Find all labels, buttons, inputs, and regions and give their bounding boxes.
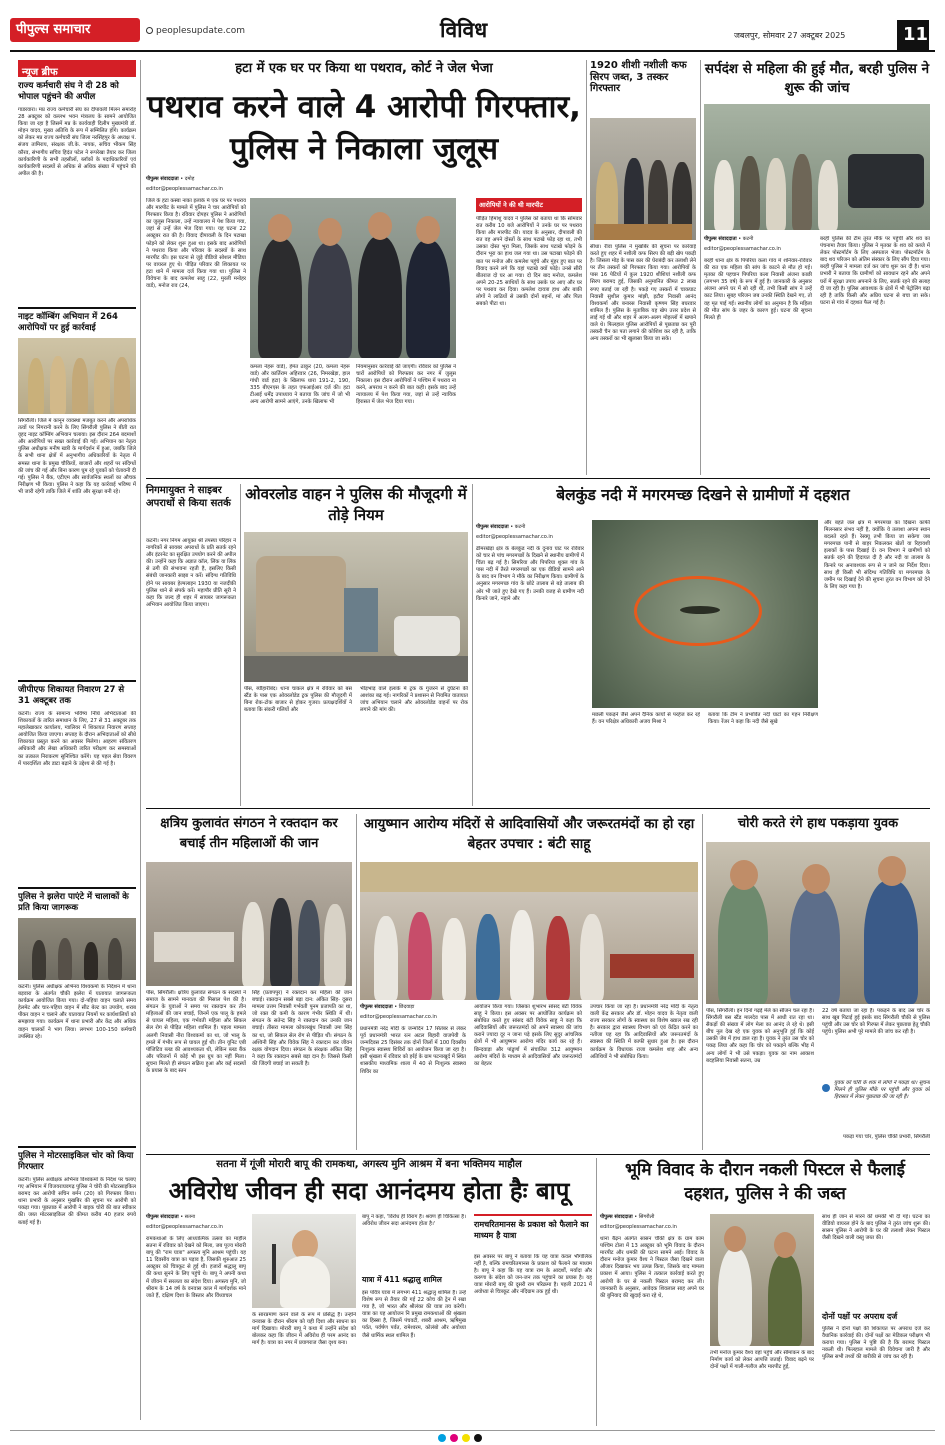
pistol-headline: भूमि विवाद के दौरान नकली पिस्टल से फैलाई दहशत, पुलिस ने की जब्त xyxy=(624,1160,906,1204)
brief-item-5-body: कटनी। पुलिस अधीक्षक अभिनव विश्वकर्मा के निर्देश पर चलाए गए अभियान में विजयराघवगढ़ पुलिस ने चोरी की मोटरसाइकिल बरामद कर आरोपी सचिन बर्मन (20) को गिरफ्तार किया। थाना प्रभारी के अनुसार मुखबिर की सूचना पर आरोपी को पकड़ा गया। पूछताछ में आरोपी ने बाइक चोरी की बात स्वीकार की। जब्त मोटरसाइकिल की कीमत करीब 40 हजार रुपये बताई गई है। xyxy=(18,1177,136,1226)
section-title: विविध xyxy=(440,18,488,42)
attendee-figure xyxy=(476,914,500,1000)
donor-figure xyxy=(298,900,320,986)
ayush-headline: आयुष्मान आरोग्य मंदिरों से आदिवासियों और जरूरतमंदों का हो रहा बेहतर उपचार : बंटी साहू xyxy=(363,816,695,852)
people-figure xyxy=(108,938,122,980)
collector-body: कटनी। नगर निगम आयुक्त श्री तपस्या परिहार ने नागरिकों से सायबर अपराधों के प्रति सतर्क रहने और इंटरनेट का सुरक्षित उपयोग करने की अपील की। उन्होंने कहा कि अज्ञात कॉल, लिंक या लिंक से ठगी की संभावना रहती है, इसलिए किसी संबंधी जानकारी साझा न करें। संदिग्ध गतिविधि होने पर सायबर हेल्पलाइन 1930 या नजदीकी पुलिस थाने से संपर्क करें। महापौर प्रीति सूरी ने कहा कि जल्द ही शहर में सायबर जागरूकता अभियान आयोजित किया जाएगा। xyxy=(146,538,236,608)
truck-cabin xyxy=(344,588,378,652)
accused-figure xyxy=(308,242,352,358)
blood-col-2: सिंह (प्रतापपुर) ने रक्तदान कर महिला की जान बचाई। रक्तदान सबसे बड़ा दान: अंकित सिंह- दूसरा मामला उत्तम निवासी गर्भवती पूनम प्रजापति का था, जो रक्त की कमी के कारण गंभीर स्थिति में थीं। संगठन के सतेन्द्र सिंह ने रक्तदान कर उनकी जान बचाई। तीसरा मामला कोयलखुंथ निवासी उमा सिंह का था, जो सिकल सेल रोग से पीड़ित थीं। संगठन के अश्विनी सिंह और विवेक सिंह ने रक्तदान कर जीवन रक्षक योगदान दिया। संगठन के संरक्षक अंकित सिंह ने कहा कि रक्तदान सबसे बड़ा दान है। जिससे किसी की जिंदगी बचाई जा सकती है। xyxy=(252,990,352,1067)
traffic-awareness-photo xyxy=(18,918,136,980)
section-divider xyxy=(146,808,930,809)
section-divider xyxy=(146,478,930,479)
brief-item-3 xyxy=(18,680,136,881)
man-head xyxy=(724,1226,746,1252)
vehicle-shape xyxy=(848,154,924,208)
hospital-bed xyxy=(154,932,234,962)
lead-col-3: नियमानुसार कार्रवाई की जाएगी। रविवार को पुलिस ने चारों आरोपियों को गिरफ्तार कर नगर में जुलूस निकाला। इस दौरान आरोपियों ने पश्चिम में पथराव ना करने, अपराध न करने की बात कही। इसके बाद उन्हें न्यायालय में पेश किया गया, जहां से उन्हें न्यायिक हिरासत में जेल भेज दिया गया। xyxy=(356,364,456,406)
crowd-head xyxy=(878,856,906,886)
column-divider xyxy=(356,814,357,1150)
thief-figure xyxy=(790,888,840,1004)
croc-credit-name: पीपुल्स संवाददाता xyxy=(476,524,509,530)
health-camp-photo xyxy=(360,862,698,1000)
people-figure xyxy=(84,942,98,980)
croc-col-2: मछली पकड़ने जैसे अपने दैनिक कार्यों से परहेज कर रहे हैं। वन परिक्षेत्र अधिकारी अजय मिश्रा ने xyxy=(592,712,700,726)
column-divider xyxy=(586,60,587,475)
donor-figure xyxy=(324,904,346,986)
accused-figure xyxy=(258,238,302,358)
lead-credit-place: दमोह xyxy=(184,176,195,182)
news-brief-label xyxy=(18,60,136,77)
thief-photo-credit: पकड़ा गया चोर, पुलिस चौकी प्रभारी, सिंगरौली xyxy=(842,1134,930,1140)
dispute-photo xyxy=(710,1214,814,1346)
snake-headline: सर्पदंश से महिला की हुई मौत, बरही पुलिस ने शुरू की जांच xyxy=(704,61,930,96)
lead-col-1: जिले के हटा कस्बा नाका इलाके में एक घर पर पथराव और मारपीट के मामले में पुलिस ने चार आरोपियों को गिरफ्तार किया है। रविवार दोपहर पुलिस ने आरोपियों का जुलूस निकाला, उन्हें न्यायालय में पेश किया गया, जहां से उन्हें जेल भेज दिया गया। यह घटना 22 अक्टूबर रात की है। विवाद दीपावली के दिन पटाखा फोड़ने को लेकर शुरू हुआ था। इसके बाद आरोपियों ने पथराव किया और परिवार के सदस्यों के साथ मारपीट की। इस घटना से जुड़े वीडियो सोशल मीडिया पर वायरल हुए थे। पीड़ित परिवार की शिकायत पर हटा थाने में मामला दर्ज किया गया था। पुलिस ने विवेचना के बाद कमलेश साहू (22, मुरली मनोहर वार्ड), मनोज राव (24, xyxy=(146,198,246,290)
masthead-rule xyxy=(10,50,935,52)
microphone-shape xyxy=(272,1244,276,1284)
officer-figure xyxy=(94,360,110,414)
croc-email: editor@peoplessamachar.co.in xyxy=(476,534,553,540)
column-divider xyxy=(472,484,473,806)
pistol-col-4: पुलिस ने दोनों पक्षों की शिकायत पर अपराध दर्ज कर वैधानिक कार्रवाई की। दोनों पक्षों का मेडिकल परीक्षण भी कराया गया। पुलिस ने पुष्टि की है कि बरामद पिस्टल नकली थी। फिलहाल मामले की विवेचना जारी है और पुलिस सभी तथ्यों की बारीकी से जांच कर रही है। xyxy=(822,1326,930,1361)
news-brief-column xyxy=(18,60,136,1420)
registration-magenta xyxy=(450,1434,458,1442)
man-figure xyxy=(718,1248,752,1346)
katha-side-text: इस अवसर पर बापू ने बताया कि यह यात्रा केवल भौगोलिक नहीं है, बल्कि रामचरितमानस के प्रकाश को फैलाने का माध्यम है। बापू ने कहा कि यह यात्रा राम के आदर्शों, मर्यादा और करुणा के संदेश को जन-जन तक पहुंचाने का प्रयास है। यह यात्रा मोरारी बापू की दूसरी राम परिक्रमा है। पहली 2021 में अयोध्या से चित्रकूट और नंदिग्राम तक हुई थी। xyxy=(474,1254,592,1296)
thief-headline: चोरी करते रंगे हाथ पकड़ाया युवक xyxy=(737,816,899,831)
thief-col-1: पीस, सिंगरौली। इन दिनों गढ़ई मेले का सीजन चल रहा है। सिंगरौली बस स्टैंड मालदेव पास में आधी रात रहा था। सैकड़ों की संख्या में लोग मेला का आनंद ले रहे थे। इसी बीच नूल देख रहे एक युवक को अनुभूति हुई कि कोई उसकी जेब में हाथ डाल रहा है। युवक ने तुरंत उस चोर को पकड़ लिया और कहा कि चोर को पकड़ने बल्कि भीड़ में अन्य लोगों ने भी उसे पकड़ा। युवक का नाम आकाश बदहलिया निवासी सतना, उम्र xyxy=(706,1008,814,1064)
page-number: 11 xyxy=(903,24,929,45)
truck-shape xyxy=(256,556,346,652)
accused-figure xyxy=(406,240,450,358)
logo-text: पीपुल्स समाचार xyxy=(16,22,91,37)
cough-syrup-story xyxy=(590,60,696,475)
globe-icon xyxy=(146,27,153,34)
croc-col-1: ढीमरखेड़ा क्षेत्र के बेलकुंड नदी के दुनाव घाट पर रविवार को चार से पांच मगरमच्छों के दिखने से स्थानीय ग्रामीणों में चिंता बढ़ गई है। सिमरिया और पिपरिया शुक्ल गांव के पास नदी में तैरते मगरमच्छों का एक वीडियो सामने आने के बाद वन विभाग ने मौके का निरीक्षण किया। ग्रामीणों के अनुसार मगरमच्छ गांव के छोटे तालाब से बड़े तालाब की ओर भी जाते हुए देखे गए हैं। उनकी वजह से ग्रामीण नदी किनारे जाने, नहाने और xyxy=(476,546,584,602)
arrested-accused-photo xyxy=(250,198,456,358)
croc-credit-place: कटनी xyxy=(514,524,526,530)
attendee-figure xyxy=(442,918,466,1000)
car-shape xyxy=(394,616,460,656)
crocodile-shape xyxy=(680,606,720,614)
villager-figure xyxy=(740,156,760,230)
accused-head xyxy=(416,216,440,244)
ramkatha-story xyxy=(146,1158,592,1428)
ayush-email: editor@peoplessamachar.co.in xyxy=(360,1014,437,1020)
villagers-photo xyxy=(704,104,930,230)
brief-item-2-headline: नाइट कॉम्बिंग अभियान में 264 आरोपियों पर हुई कार्रवाई xyxy=(18,307,136,334)
crocodile-river-photo xyxy=(592,520,818,708)
blood-donation-story xyxy=(146,814,352,1152)
croc-col-4: और बहते जल क्षेत्र में मगरमच्छ का दिखना काफी मिलनसार संभव नहीं है, क्योंकि ये तलाशा अपना स्थान बदलते रहते हैं। रेस्क्यू तभी किया जा सकेगा जब मगरमच्छ पानी से बाहर निकलकर खेतों या रिहायशी इलाकों के पास दिखाई दें। वन विभाग ने ग्रामीणों को सतर्क रहने की हिदायत दी है और नदी या तालाब के किनारे पर अनावश्यक रूप से न जाने का निर्देश दिया। साथ ही किसी भी संदिग्ध गतिविधि या मगरमच्छ के जमीन पर दिखाई देने की सूचना तुरंत वन विभाग को देने के लिए कहा गया है। xyxy=(824,520,930,590)
pistol-credit-name: पीपुल्स संवाददाता xyxy=(600,1214,633,1220)
officer-figure xyxy=(50,356,66,414)
katha-credit: पीपुल्स संवाददाता • सतना xyxy=(146,1214,196,1220)
accused-head xyxy=(368,212,392,240)
attendee-figure xyxy=(374,916,398,1000)
fake-pistol-story xyxy=(600,1158,930,1428)
katha-col-1: रामकथाओं के लिए आध्यात्मिक उत्सव का माहौल सतना में रविवार को देखने को मिला, जब पूज्य मोरारी बापू की "राम यात्रा" अगस्त्य मुनि आश्रम पहुंची। यह 11 दिवसीय यात्रा का पड़ाव है, जिसकी शुरुआत 25 अक्टूबर को चित्रकूट से हुई थी। हजारों श्रद्धालु बापू की कथा सुनने के लिए पहुंचे थे। बापू ने अपनी कथा में जीवन में सरलता का संदेश दिया। अगस्त्य मुनि, जो श्रीराम के 14 वर्ष के वनवास काल में मार्गदर्शक माने जाते हैं, दक्षिण दिशा के विस्तार और विंध्याचल xyxy=(146,1236,246,1299)
overload-col-1: पीस, ब्यौहारीबंद। थाना चाकल क्षेत्र में रविवार को बस स्टैंड के पास एक ओवरलोडेड ट्रक पुलिस की मौजूदगी में बिना रोक-टोक बाजार से होकर गुजरा। प्रत्यक्षदर्शियों ने बताया कि संकरी गलियों और xyxy=(244,686,352,714)
lead-col-2: कमला नेहरू वार्ड), हेमंत ठाकुर (20, कमला नेहरू वार्ड) और कार्तिराम अहिरवार (26, निमरखेड़ा, हाल गांधी वार्ड हटा) के खिलाफ धारा 191-2, 190, 335 बीएनएस के तहत एफआईआर दर्ज की। हटा टीआई धर्मेंद्र उपाध्याय ने बताया कि जांच में जो भी अन्य आरोपी सामने आएंगे, उनके खिलाफ भी xyxy=(250,364,350,406)
officer-figure xyxy=(114,357,130,414)
overloaded-truck-photo xyxy=(244,532,468,682)
column-divider xyxy=(240,484,241,806)
katha-headline: अविरोध जीवन ही सदा आनंदमय होता हैः बापू xyxy=(168,1177,570,1205)
overload-col-2: भीड़भाड़ वाले इलाके में ट्रक के गुजरने से दुर्घटना की आशंका बढ़ गई। नागरिकों ने प्रशासन से नियमित यातायात जांच अभियान चलाने और ओवरलोडेड वाहनों पर रोक लगाने की मांग की। xyxy=(360,686,468,714)
brief-item-1-headline: राज्य कर्मचारी संघ ने दी 28 को भोपाल पहुंचने की अपील xyxy=(18,81,119,102)
brief-item-2 xyxy=(18,307,136,674)
caught-thief-photo xyxy=(706,842,930,1004)
lead-side-label: आरोपियों ने की थी मारपीट xyxy=(476,198,582,212)
footer-rule xyxy=(10,1430,935,1431)
officer-figure xyxy=(72,358,88,414)
katha-subhead: यात्रा में 411 श्रद्धालु शामिल xyxy=(362,1275,442,1284)
ayush-credit-name: पीपुल्स संवाददाता xyxy=(360,1004,393,1010)
comment-icon xyxy=(822,1084,830,1092)
katha-credit-place: सतना xyxy=(184,1214,196,1220)
police-lineup-photo xyxy=(18,338,136,414)
thief-head xyxy=(802,864,830,894)
brief-item-4-headline: पुलिस ने झलेरा पाएंटे में चालाकों के प्रति किया जागरूक xyxy=(18,887,136,914)
blood-donation-photo xyxy=(146,862,352,986)
snake-col-1: बरही थाना क्षेत्र के पिपरिया कला गांव में शनिवार-रविवार की रात एक महिला की सांप के काटने से मौत हो गई। मृतका की पहचान पिपरिया कला निवासी अंजना काछी (लगभग 35 वर्ष) के रूप में हुई है। जानकारी के अनुसार अंजना अपने घर में सो रही थीं, तभी किसी सांप ने उन्हें काट लिया। सुबह परिजन जब उनकी स्थिति देखने गए, तो वह मृत पाई गईं। स्थानीय लोगों का अनुमान है कि महिला की मौत सांप के जहर के कारण हुई। घटना की सूचना मिलते ही xyxy=(704,258,812,321)
overload-story xyxy=(244,484,468,806)
registration-black xyxy=(474,1434,482,1442)
brief-item-2-body: सिंगरौली। जिले में कानून व्यवस्था मजबूत करने और अपराधिक तत्वों पर निगरानी करने के लिए सिंगरौली पुलिस ने बीती रात वृहद नाइट कॉम्बिंग अभियान चलाया। इस दौरान 264 बदमाशों और आरोपियों पर सख्त कार्रवाई की गई। अभियान का नेतृत्व पुलिस अधीक्षक मनीष खत्री के मार्गदर्शन में हुआ, जबकि जिले के सभी थाना क्षेत्रों में अनुभागीय अधिकारियों के नेतृत्व में समस्त थाना के प्रमुख चौकियों, बाजारों और शहरों पर संदिग्धों की जांच की गई और बिना कारण घूम रहे युवकों को चेतावनी दी गई। पुलिस ने बैंक, एटीएम और सार्वजनिक स्थलों का औचक निरीक्षण भी किया। पुलिस ने कहा कि यह कार्रवाई भविष्य में भी जारी रहेगी ताकि जिले में शांति और सुरक्षा बनी रहे। xyxy=(18,418,136,495)
lead-side-text: पीड़ित हिमांशु यादव ने पुलिस को बताया था कि सोमवार रात करीब 10 बजे आरोपियों ने उनके घर पर पथराव किया और मारपीट की। यादव के अनुसार, दीपावली की रात वह अपने दोस्तों के साथ पटाखे फोड़ रहा था, तभी उसका दोस्त भूरा मिला, जिसके साथ पटाखे फोड़ने के दौरान भूरा का हाथ जल गया था। उस पटाखा फोड़ने की बात पर मनोज और कमलेश पहुंचे और मुंहर हुए बात पर विवाद करने लगे कि यहां पटाखे क्यों फोड़े। उनसे सीरी बीतराज दो घर आ गया। दो दिन बाद मनोज, कमलेश अपने 20-25 साथियों के साथ उसके घर आए और घर पर पथराव कर दिया। कमलेश दायत्रा हाथ और बाकी लोगों ने लाठियों से उसकी दोनों बहनों, मां और पिता सबको पीटा था। xyxy=(476,216,582,308)
katha-email: editor@peoplessamachar.co.in xyxy=(146,1224,223,1230)
thief-col-2: 22 वर्ष बताया जा रहा है। पकड़ने के बाद उस चोर के साथ खूब पिटाई हुई इसके बाद सिंगरौली चौकी से पुलिस पहुंची और उस चोर को गिरफ्त में लेकर पूछताछ हेतु चौकी पहुंचे। पुलिस अभी पूरे मामले की जांच कर रही है। xyxy=(822,1008,930,1036)
dateline: जबलपुर, सोमवार 27 अक्टूबर 2025 xyxy=(734,31,846,40)
villager-figure xyxy=(818,160,838,230)
attendee-figure xyxy=(580,914,604,1000)
pistol-col-2: तभी मनोज कुमार वैश्य वहां पहुंचे और सीमांकन के बाद निर्माण कार्य को लेकर आपत्ति जताई। विवाद बढ़ने पर दोनों पक्षों में गाली-गलौज और मारपीट हुई, xyxy=(710,1350,814,1371)
katha-kicker: सतना में गूंजी मोरारी बापू की रामकथा, अगस्त्य मुनि आश्रम में बना भक्तिमय माहौल xyxy=(216,1159,522,1170)
registration-yellow xyxy=(462,1434,470,1442)
collector-story xyxy=(146,484,236,806)
attendee-figure xyxy=(408,912,432,1000)
snake-email: editor@peoplessamachar.co.in xyxy=(704,246,781,252)
snake-credit-name: पीपुल्स संवाददाता xyxy=(704,236,737,242)
katha-col-4: इस पवित्र यात्रा में लगभग 411 श्रद्धालु शामिल हैं। उन्हें विशेष रूप से तैयार की गई 22 कोच की ट्रेन में रखा गया है, जो भारत और श्रीलंका की यात्रा तय करेगी। यात्रा का यह आयोजन नि प्रमुख रामकथाओं की श्रृंखला का हिस्सा है, जिसमें पंचवटी, शबरी आश्रम, ऋषिमुख पर्वत, पर्वर्षण पर्वत, रामेश्वरम, कोलंबो और अयोध्या जैसे धार्मिक स्थल शामिल हैं। xyxy=(362,1290,466,1339)
pistol-credit-place: सिंगरौली xyxy=(638,1214,655,1220)
news-brief-label-text: न्यूज ब्रीफ xyxy=(22,67,58,78)
lead-email: editor@peoplessamachar.co.in xyxy=(146,186,223,192)
donor-figure xyxy=(242,902,264,986)
snake-credit-place: कटनी xyxy=(742,236,754,242)
brief-item-3-headline: जीपीएफ शिकायत निवारण 27 से 31 अक्टूबर तक xyxy=(18,680,136,707)
lead-credit: पीपुल्स संवाददाता • दमोह xyxy=(146,176,195,182)
croc-col-3: बताया कि टीम ने प्रभावित नदी घाटों का गहन निरीक्षण किया। रेंजर ने कहा कि नदी जैसे सूखे xyxy=(708,712,818,726)
seized-syrup-photo xyxy=(590,118,696,240)
croc-headline: बेलकुंड नदी में मगरमच्छ दिखने से ग्रामीणों में दहशत xyxy=(556,486,850,504)
villager-figure xyxy=(792,154,812,230)
thief-caption: युवक को चोरी के शक में लोगों ने पकड़ा था। सूचना मिलने ही पुलिस मौके पर पहुंची और युवक को हिरासत में लेकर पूछताछ की जा रही है। xyxy=(834,1080,930,1101)
ayush-col-2: आयोजन किया गया। जिसका शुभारंभ सांसद बंटी विवेक साहू ने किया। इस अवसर पर आयोजित कार्यक्रम को संबोधित करते हुए सांसद बंटी विवेक साहू ने कहा कि आदिवासियों और जरूरतमंदों को अपने स्वास्थ्य की जांच कराने ज्यादा दूर न जाना पड़े इसके लिए सुदूर आंचलिक क्षेत्रों में भी आयुष्मान आरोग्य मंदिर कार्य कर रहे हैं। छिन्दवाड़ा और पांढुर्णा में संचालित 312 आयुष्मान आरोग्य मंदिरों के माध्यम से आदिवासियों और जरूरतमंदों का बेहतर xyxy=(474,1004,582,1067)
print-registration-marks xyxy=(438,1434,508,1442)
officer-figure xyxy=(28,358,44,414)
katha-side-head: रामचरितमानस के प्रकाश को फैलाने का माध्यम है यात्रा xyxy=(474,1214,592,1241)
attendee-figure xyxy=(546,916,570,1000)
lead-kicker: हटा में एक घर पर किया था पथराव, कोर्ट ने जेल भेजा xyxy=(235,61,493,76)
katha-credit-name: पीपुल्स संवाददाता xyxy=(146,1214,179,1220)
attendee-figure xyxy=(510,910,534,1000)
snake-col-2: बरही पुलिस की टीम तुरंत मौके पर पहुंची और शव का पंचनामा तैयार किया। पुलिस ने मृतका के शव को कब्जे में लेकर पोस्टमॉर्टम के लिए अस्पताल भेजा। पोस्टमॉर्टम के बाद शव परिजन को अंतिम संस्कार के लिए सौंप दिया गया। बरही पुलिस ने मामला दर्ज कर जांच शुरू कर दी है। थाना प्रभारी ने बताया कि ग्रामीणों को सावधान रहने और अपने घरों में सुरक्षा उपाय अपनाने के लिए, सतर्क रहने की सलाह दी जा रही है। पुलिस आवश्यक के क्षेत्रों में भी पेट्रोलिंग बढ़ा रही है ताकि किसी और अप्रिय घटना से बचा जा सके। घटना से गांव में दहशत फैल गई है। xyxy=(820,236,930,306)
road-shape xyxy=(244,656,468,682)
brief-item-4-body: कटनी। पुलिस अधीक्षक अभिनव विश्वकर्मा के निर्देशन में थाना बड़वारा के अंतर्गत चौकी झलेरा में यातायात जागरूकता कार्यक्रम आयोजित किया गया। दो-पहिया वाहन चलाते समय हेलमेट और चार-पहिया वाहन में सीट बेल्ट का उपयोग, शराब पीकर वाहन न चलाने और यातायात नियमों पर कार्यशालियों को समझाया गया। कार्यक्रम में थाना प्रभारी और केंद्र और अधिक वाहन चालकों ने भाग लिया। लगभग 100-150 कर्मचारी उपस्थित रहे। xyxy=(18,984,136,1040)
registration-cyan xyxy=(438,1434,446,1442)
brief-item-1-body: गाडरवारा। मप्र राज्य कर्मचारी संघ का दीपावली मिलन समारोह 28 अक्टूबर को वल्लभ भवन मंत्रालय के सामने आयोजित किया जा रहा है जिसमें मप्र के कार्यवाही दिलीप मुख्यमंत्री डॉ. मोहन यादव, मुख्य अतिथि के रूप में सम्मिलित होंगे। कार्यक्रम को लेकर मप्र राज्य कर्मचारी संघ जिला नरसिंहपुर के अध्यक्ष पं. संजय तामिराय, संरक्षक जी.के. नायक, सचिव भीकम सिंह कौरव, संभागीय सचिव हिदंत पटेल ने रूपरेखा तैयार कर जिला कार्यकारिणी के सभी तहसीलों, ब्लॉकों के पदाधिकारियों एवं कार्यकारिणी सदस्यों से अधिक से अधिक संख्या में पहुंचने की अपील की है। xyxy=(18,107,136,177)
crowd-figure xyxy=(718,882,768,1004)
masthead xyxy=(10,14,935,54)
tent-canopy xyxy=(360,862,698,892)
donor-figure xyxy=(270,898,292,986)
katha-col-2: के सारप्रमाण करने वाले के रूप में प्रसिद्ध हैं। उन्होंने वनवास के दौरान श्रीराम को यही दिशा और साधना का मार्ग दिखाया। मोरारी बापू ने कथा में उन्होंने संदेश को बोलकर कहा कि जीवन में अविरोध ही परम आनंद का मार्ग है। यात्रा का नगर में प्रयागराज जैसा दृश्य बना। xyxy=(252,1312,356,1347)
ayush-col-3: उपचार किया जा रहा है। प्रधानमंत्री नरेंद्र मोदी के नेतृत्व वाली केंद्र सरकार और डॉ. मोहन यादव के नेतृत्व वाली राज्य सरकार लोगों के स्वास्थ्य का विशेष ख्याल रख रही है। सरकार द्वारा स्वास्थ्य विभाग को एवं केंद्रित करने का नतीजा यह रहा कि आदिवासियों और जरूरतमंदों के स्वास्थ्य की स्थिति में काफी सुधार हुआ है। इस दौरान कार्यक्रम के विधायक राजा कमलेश शाह और अन्य अतिथियों ने भी संबोधित किया। xyxy=(590,1004,698,1060)
column-divider xyxy=(140,60,141,1420)
brief-item-5-headline: पुलिस ने मोटरसाइकिल चोर को किया गिरफ्तार xyxy=(18,1146,136,1173)
section-divider xyxy=(146,1154,930,1155)
morari-bapu-photo xyxy=(252,1214,356,1308)
snake-bite-story xyxy=(704,60,930,475)
accused-head xyxy=(268,214,292,242)
people-figure xyxy=(32,940,46,980)
column-divider xyxy=(700,60,701,475)
villager-figure xyxy=(714,160,734,230)
thief-story xyxy=(706,814,930,1152)
collector-headline: निगमायुक्त ने साइबर अपराधों से किया सतर्क xyxy=(146,485,231,509)
man-figure xyxy=(768,1254,802,1346)
masthead-logo xyxy=(10,18,140,42)
crocodile-story xyxy=(476,484,930,806)
brief-item-1 xyxy=(18,81,136,299)
lead-story xyxy=(146,58,582,476)
katha-col-3: बापू ने कहा, 'विरोध ही विराग है। श्रवण ही चिकित्सा है। अविरोध जीवन सदा आनंदमय होता है।' xyxy=(362,1214,466,1228)
accused-figure xyxy=(358,236,402,358)
man-head xyxy=(774,1232,796,1258)
lead-headline: पथराव करने वाले 4 आरोपी गिरफ्तार, पुलिस ने निकाला जुलूस xyxy=(147,89,581,167)
people-figure xyxy=(58,938,72,980)
table-shape xyxy=(610,954,694,978)
overload-headline: ओवरलोड वाहन ने पुलिस की मौजूदगी में तोड़े नियम xyxy=(245,485,467,524)
crowd-figure xyxy=(864,880,918,1004)
brief-item-3-body: कटनी। राज्य के सामान्य भविष्य निधि अभिदाताओं की शिकायतों के त्वरित समाधान के लिए, 27 से 31 अक्टूबर तक महालेखाकार कार्यालय, ग्वालियर में शिकायत निवारण सप्ताह आयोजित किया जाएगा। सप्ताह के दौरान अभिदाताओं को सीधे शिकायत प्रस्तुत करने का अवसर मिलेगा। आहरण संवितरण अधिकारी और लेखा अधिकारी त्वरित परीक्षण कर समस्याओं का तत्काल निराकरण सुनिश्चित करेंगे। यह पहल सेवा विवरण में पारदर्शिता और डाटा बढ़ाने के उद्देश्य से की गई है। xyxy=(18,711,136,767)
ayush-col-1: प्रधानमंत्री नरेंद्र मोदी के जन्मदिन 17 सितंबर से लेकर पूर्व प्रधानमंत्री भारत रत्न अटल बिहारी वाजपेयी के जन्मदिवस 25 दिसंबर तक दोनों जिलों में 100 दिवसीय निःशुल्क स्वास्थ्य शिविरों का आयोजन किया जा रहा है। इसी श्रृंखला में रविवार को हर्रई के ग्राम पटनाखुर्द में स्थित शासकीय माध्यमिक शाला में 40 से निःशुल्क स्वास्थ्य शिविर का xyxy=(360,1026,466,1075)
lead-credit-name: पीपुल्स संवाददाता xyxy=(146,176,179,182)
pistol-col-3: साथ ही जान से मारने की धमकी भी दी गई। घटना का वीडियो वायरल होने के बाद पुलिस ने तुरंत जांच शुरू की। सासन पुलिस ने आरोपी के घर की तलाशी लेकर पिस्टल जैसी दिखने वाली वस्तु जब्त की। xyxy=(822,1214,930,1242)
ayush-credit-place: छिंदवाड़ा xyxy=(398,1004,415,1010)
syrup-boxes xyxy=(594,224,692,240)
speaker-figure xyxy=(280,1256,330,1308)
brief-item-4 xyxy=(18,887,136,1140)
website-text: peoplesupdate.com xyxy=(156,26,245,36)
pistol-col-1: थाना बैढ़न अंतर्गत सासन चौकी क्षेत्र के ग्राम काम पश्चिम टोला में 13 अक्टूबर को भूमि विवाद के दौरान मारपीट और धमकी की घटना सामने आई। विवाद के दौरान मनोज कुमार वैश्य ने पिस्टल जैसा दिखने वाला औजार दिखाकर भय उत्पन्न किया, जिसके बाद मामला प्रकाश में आया। पुलिस ने तत्काल कार्रवाई करते हुए आरोपी के घर से नकली पिस्टल बरामद कर ली। जानकारी के अनुसार, आवेदक शिवलाल साह अपने घर की बुनियाद की खुदाई करा रहे थे, xyxy=(600,1236,704,1299)
column-divider xyxy=(596,1158,597,1426)
ayush-credit: पीपुल्स संवाददाता • छिंदवाड़ा xyxy=(360,1004,415,1010)
cough-headline: 1920 शीशी नशीली कफ सिरप जब्त, 3 तस्कर गिरफ्तार xyxy=(590,60,687,94)
accused-head xyxy=(318,218,342,246)
snake-credit: पीपुल्स संवाददाता • कटनी xyxy=(704,236,754,242)
cough-body: सीधा। रीवा पुलिस ने मुखबिर की सूचना पर कार्रवाई करते हुए शहर में नशीली कफ सिरप की बड़ी खेप पकड़ी है। जिसला मोड़ के पास कार की घेराबंदी कर तलाशी लेने पर तीन तस्करों को गिरफ्तार किया गया। आरोपियों के पास 16 पेटियों में कुल 1920 शीशियां नशीली कफ सिरप बरामद हुई, जिसकी अनुमानित कीमत 2 लाख रुपए बताई जा रही है। पकड़े गए तस्करों में चाकघाट निवासी सुशील कुमार मांझी, इटौरा निवासी आनंद विश्वकर्मा और बनारस निवासी कृष्णम सिंह बघरवार शामिल हैं। पुलिस के मुताबिक यह खेप उत्तर प्रदेश से लाई गई थी और शहर में अलग-अलग मोहल्लों में खपाने वाले थे। फिलहाल पुलिस आरोपियों से पूछताछ कर पूरी तस्करी चैन का पता लगाने की कोशिश कर रही है, ताकि अन्य तस्करों का भी खुलासा किया जा सके। xyxy=(590,244,696,343)
villager-figure xyxy=(766,158,786,230)
blood-headline: क्षत्रिय कुलावंत संगठन ने रक्तदान कर बचाई तीन महिलाओं की जान xyxy=(160,816,338,851)
pistol-email: editor@peoplessamachar.co.in xyxy=(600,1224,677,1230)
ayushman-story xyxy=(360,814,698,1152)
croc-credit: पीपुल्स संवाददाता • कटनी xyxy=(476,524,526,530)
pistol-subhead: दोनों पक्षों पर अपराध दर्ज xyxy=(822,1312,898,1321)
crowd-head xyxy=(730,860,758,890)
blood-col-1: पीस, सिंगरौली। क्षत्रिय कुलावंत संगठन के सदस्यों ने समाज के सामने मानवता की मिसाल पेश की है। संगठन के युवाओं ने समय पर रक्तदान कर तीन महिलाओं की जान बचाई, जिनमें एक पालू के हमले से घायल महिला, एक गर्भवती महिला और सिकल सेल रोग से पीड़ित महिला शामिल हैं। पहला मामला अलगी निवासी नीरा विश्वकर्मा का था, जो भालू के हमले में गंभीर रूप से घायल हुई थीं। तीन यूनिट एबी पॉजिटिव ब्लड की आवश्यकता थी, लेकिन ब्लड बैंक और परिजनों में कोई भी इस ग्रुप का नहीं मिला। सूचना मिलते ही संगठन सक्रिय हुआ और कई सदस्यों के प्रयास के बाद स्तन xyxy=(146,990,246,1075)
brief-item-5 xyxy=(18,1146,136,1327)
pistol-credit: पीपुल्स संवाददाता • सिंगरौली xyxy=(600,1214,655,1220)
column-divider xyxy=(702,814,703,1150)
